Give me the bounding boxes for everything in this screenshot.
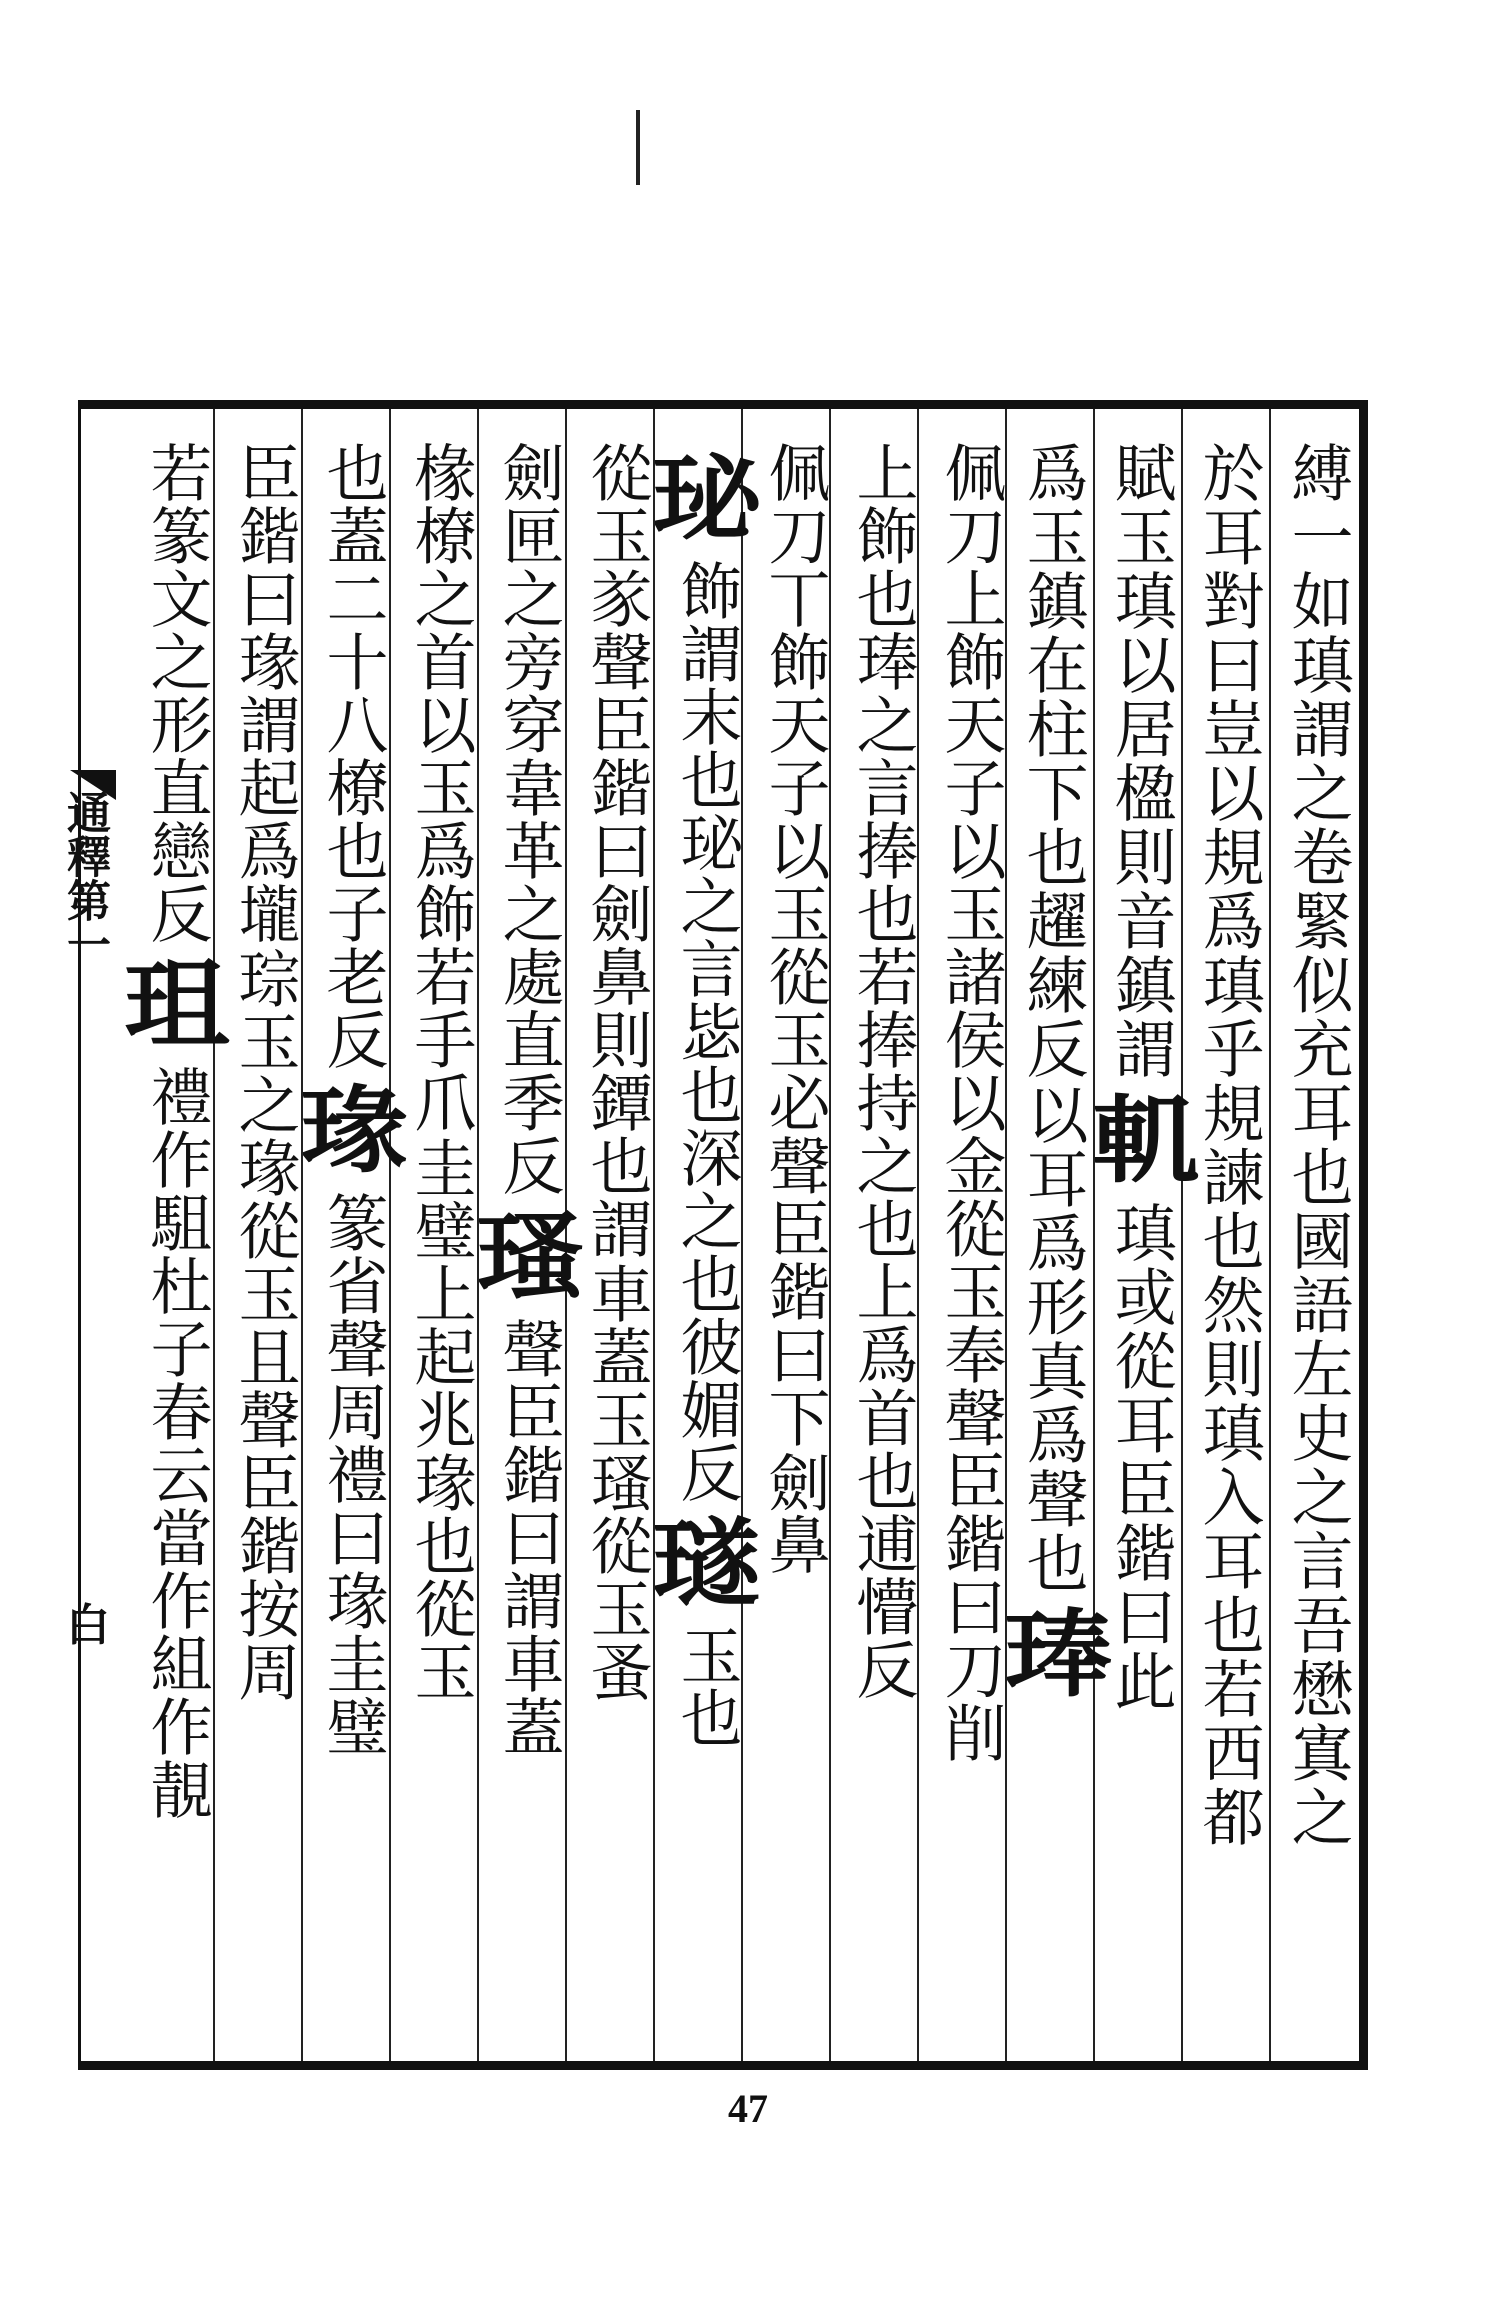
column-11-text: 椽橑之首以玉爲飾若手爪 bbox=[404, 441, 477, 1134]
column-10-tail: 聲臣鍇曰謂車蓋 bbox=[492, 1317, 565, 1758]
column-8 bbox=[651, 409, 760, 2061]
column-1-text: 縛一如瑱謂之卷緊似充耳也國語左史之言吾懋寘之 bbox=[1281, 441, 1354, 1849]
column-6-text: 上飾也琫之言捧也若捧持之也上爲首也逋懵反 bbox=[846, 441, 919, 1701]
column-7-head: 劍鼻 bbox=[758, 1451, 831, 1575]
column-13-text: 臣鍇曰瑑謂起爲壠 bbox=[228, 441, 301, 945]
column-5-text: 佩刀上飾天子以玉諸侯以金從玉奉聲臣鍇曰刀削 bbox=[934, 441, 1007, 1764]
column-8-text: 飾謂末也珌之言毖也深之也彼媚反 bbox=[670, 559, 743, 1504]
column-9-tail: 車蓋玉瑵從玉蚤 bbox=[580, 1262, 653, 1703]
fore-edge-title bbox=[59, 790, 110, 966]
column-2 bbox=[1187, 409, 1271, 2061]
seal-character-sui: 璲 bbox=[651, 1509, 760, 1619]
column-10-text: 劍匣之旁穿韋革之處直季反 bbox=[492, 441, 565, 1197]
column-6 bbox=[835, 409, 919, 2061]
column-12-text: 也蓋二十八橑也子老反 bbox=[316, 441, 389, 1071]
column-12 bbox=[299, 409, 408, 2061]
seal-character-feng: 琫 bbox=[1003, 1600, 1112, 1710]
column-8-tail: 玉也 bbox=[670, 1624, 743, 1748]
column-14-text: 若篆文之形直戀反 bbox=[140, 441, 213, 945]
column-7-text: 佩刀丅飾天子以玉從玉必聲臣鍇曰下 bbox=[758, 441, 831, 1449]
column-13-tail: 琮玉之瑑從玉且聲臣鍇按周 bbox=[228, 947, 301, 1703]
column-1 bbox=[1275, 409, 1359, 2061]
fore-edge-foot-text: 白 bbox=[66, 1600, 110, 1651]
column-11 bbox=[395, 409, 479, 2061]
column-3-text: 賦玉瑱以居楹則音鎮謂 bbox=[1104, 441, 1177, 1081]
text-frame bbox=[78, 400, 1368, 2070]
column-7 bbox=[747, 409, 831, 2061]
seal-character-tian: 䡄 bbox=[1091, 1086, 1200, 1196]
column-9-text: 從玉㒸聲臣鍇曰劍鼻則鐔也謂 bbox=[580, 441, 653, 1260]
seal-character-zhuan: 瑑 bbox=[299, 1076, 408, 1186]
seal-character-bi: 珌 bbox=[651, 444, 760, 554]
seal-character-zu: 珇 bbox=[123, 950, 232, 1060]
page-number: 47 bbox=[728, 2086, 768, 2131]
column-4 bbox=[1003, 409, 1112, 2061]
fore-edge-foot bbox=[66, 1600, 110, 1652]
column-10 bbox=[475, 409, 584, 2061]
column-4-text: 爲玉鎮在柱下也趯練反 bbox=[1016, 441, 1089, 1081]
column-2-text: 於耳對曰豈以規爲瑱乎規諫也然則瑱入耳也若西都 bbox=[1192, 441, 1265, 1849]
column-4-tail: 以耳爲形真爲聲也 bbox=[1016, 1083, 1089, 1595]
top-ink-mark bbox=[636, 110, 640, 185]
column-14-tail: 禮作駔杜子春云當作組作靚 bbox=[140, 1065, 213, 1821]
column-13 bbox=[219, 409, 303, 2061]
column-3-tail: 瑱或從耳臣鍇曰此 bbox=[1104, 1201, 1177, 1713]
seal-character-zhao: 瑵 bbox=[475, 1202, 584, 1312]
column-12-tail: 篆省聲周禮曰瑑圭璧 bbox=[316, 1191, 389, 1758]
column-3 bbox=[1091, 409, 1200, 2061]
column-5 bbox=[923, 409, 1007, 2061]
fore-edge-title-text: 通釋第一 bbox=[59, 790, 110, 966]
column-14 bbox=[123, 409, 232, 2061]
column-11-tail: 圭璧上起兆瑑也從玉 bbox=[404, 1136, 477, 1703]
